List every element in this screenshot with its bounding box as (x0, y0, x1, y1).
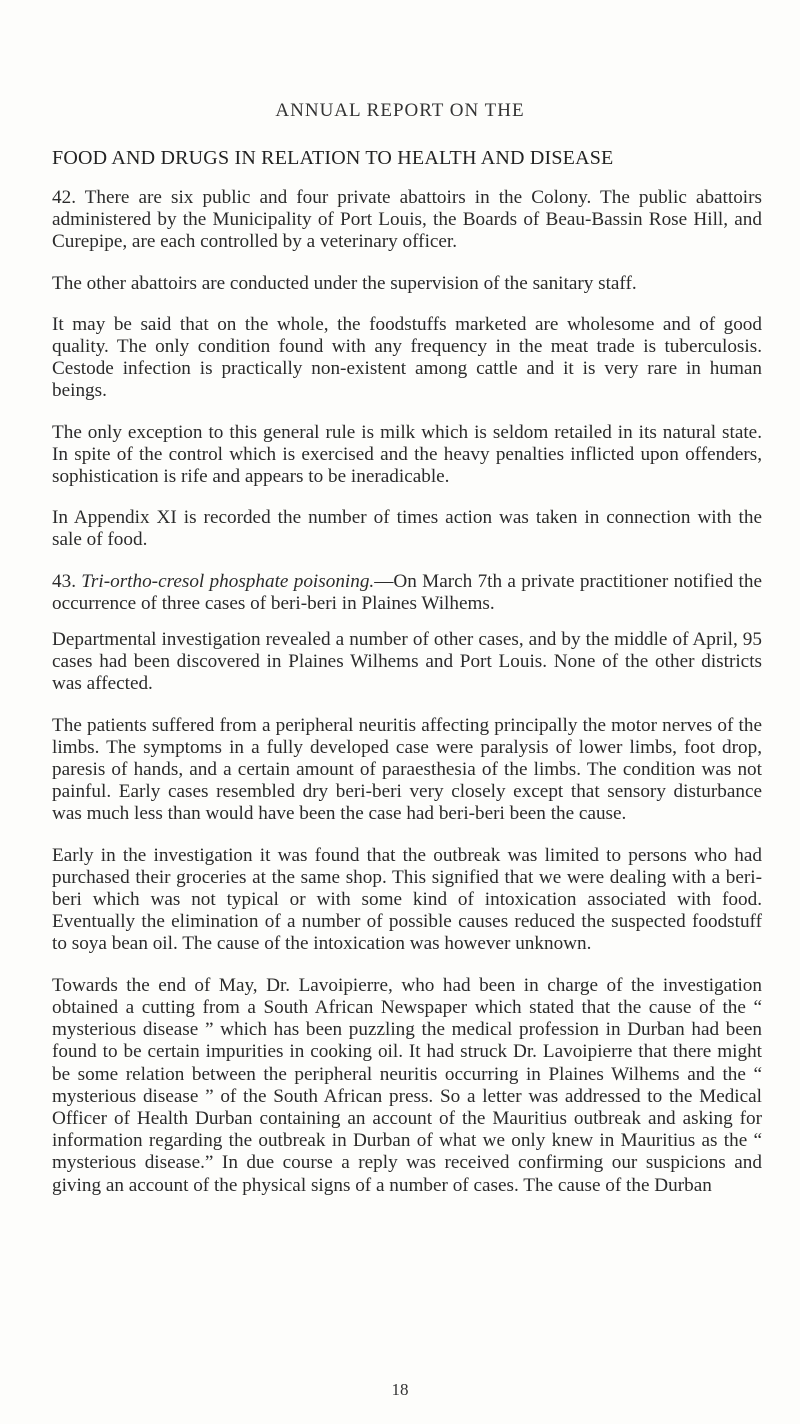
paragraph-43-text: —On March 7th a private practitioner notified the occurrence of three cases of beri-beri in Plaines Wilhems. (52, 570, 762, 614)
body-text (52, 187, 762, 1216)
paragraph-43-number: 43. (52, 570, 76, 592)
paragraph-43-heading: Tri-ortho-cresol phosphate poisoning. (81, 570, 375, 592)
running-head: ANNUAL REPORT ON THE (275, 100, 525, 121)
paragraph-early: Early in the investigation it was found that the outbreak was limited to persons who had purchased their groceries at the same shop. This signified that we were dealing with a beri-beri which was not typical or with some kind of intoxication associated with food. Eventually the elimination of a number of possible causes reduced the suspected foodstuff to soya bean oil. The cause of the intoxication was however unknown. (52, 844, 762, 955)
paragraph-42: 42. There are six public and four private abattoirs in the Colony. The public abattoirs administered by the Municipality of Port Louis, the Boards of Beau-Bassin Rose Hill, and Curepipe, are each controlled by a veterinary officer. (52, 187, 762, 253)
paragraph-other-abattoirs: The other abattoirs are conducted under the supervision of the sanitary staff. (52, 272, 637, 294)
page-number: 18 (391, 1380, 409, 1399)
paragraph-milk: The only exception to this general rule is milk which is seldom retailed in its natural state. In spite of the control which is exercised and the heavy penalties inflicted upon offenders, sophistication is rife and appears to be ineradicable. (52, 421, 762, 488)
paragraph-patients: The patients suffered from a peripheral neuritis affecting principally the motor nerves of the limbs. The symptoms in a fully developed case were paralysis of lower limbs, foot drop, paresis of hands, and a certain amount of paraesthesia of the limbs. The condition was not painful. Early cases resembled dry beri-beri very closely except that sensory disturbance was much less than would have been the case had beri-beri been the cause. (52, 714, 762, 825)
paragraph-foodstuffs: It may be said that on the whole, the foodstuffs marketed are wholesome and of good quality. The only condition found with any frequency in the meat trade is tuberculosis. Cestode infection is practically non-existent among cattle and it is very rare in human beings. (52, 313, 762, 402)
paragraph-appendix: In Appendix XI is recorded the number of times action was taken in connection with the sale of food. (52, 507, 762, 551)
paragraph-towards: Towards the end of May, Dr. Lavoipierre, who had been in charge of the investigation obtained a cutting from a South African Newspaper which stated that the cause of the “ mysterious disease ” which has been puzzling the medical profession in Durban had been found to be certain impurities in cooking oil. It had struck Dr. Lavoipierre that there might be some relation between the peripheral neuritis occurring in Plaines Wilhems and the “ mysterious disease ” of the South African press. So a letter was addressed to the Medical Officer of Health Durban containing an account of the Mauritius outbreak and asking for information regarding the outbreak in Durban of what we only knew in Mauritius as the “ mysterious disease.” In due course a reply was received confirming our suspicions and giving an account of the physical signs of a number of cases. The cause of the Durban (52, 974, 762, 1196)
paragraph-departmental: Departmental investigation revealed a number of other cases, and by the middle of April, 95 cases had been discovered in Plaines Wilhems and Port Louis. None of the other districts was affected. (52, 629, 762, 695)
section-title: FOOD AND DRUGS IN RELATION TO HEALTH AND DISEASE (52, 147, 614, 169)
paragraph-43 (52, 571, 762, 615)
